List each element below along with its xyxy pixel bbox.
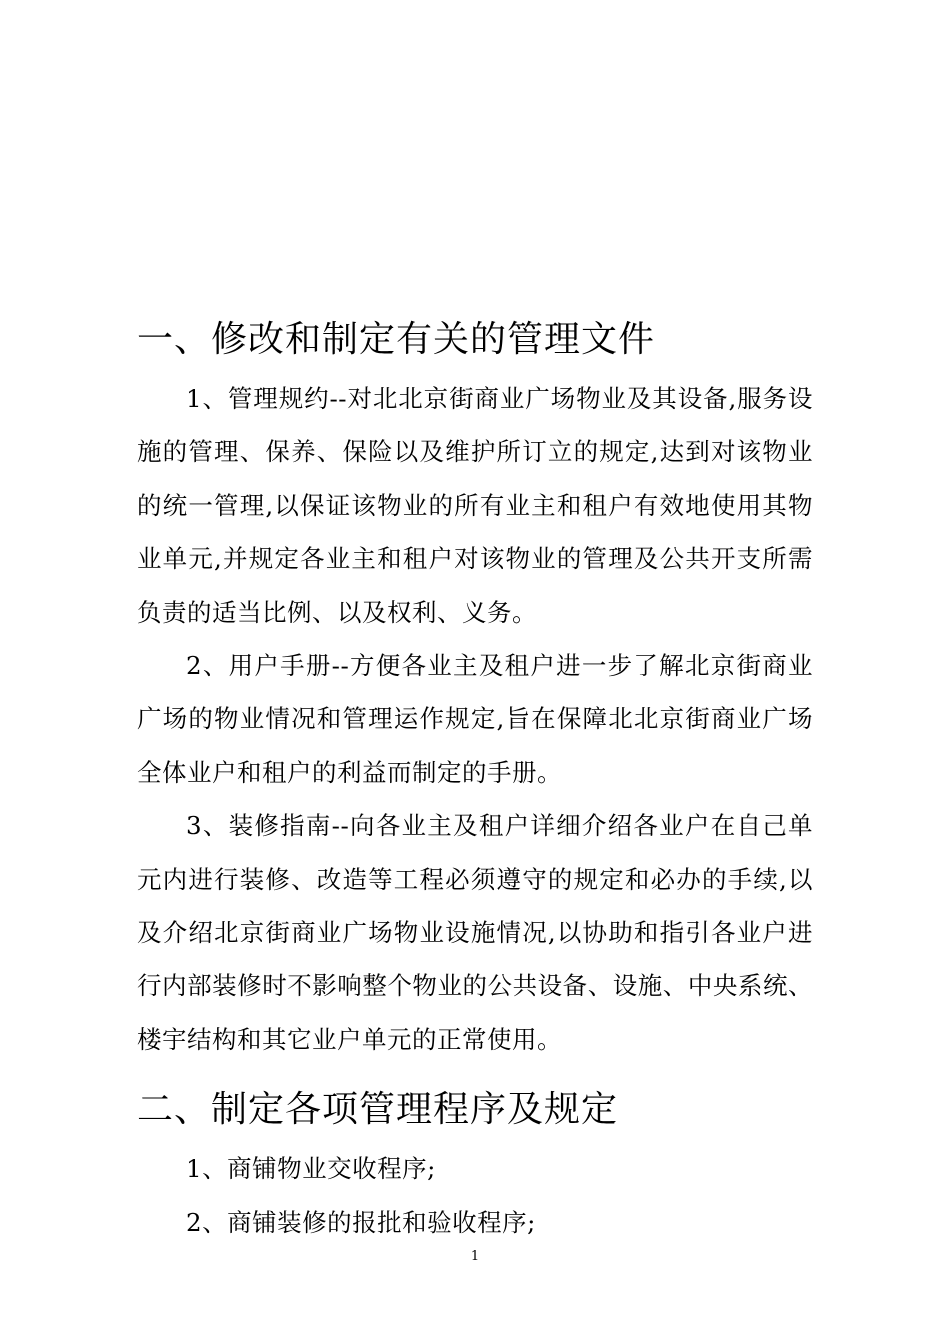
section-2-heading: 二、制定各项管理程序及规定 — [137, 1089, 619, 1131]
section-1-heading: 一、修改和制定有关的管理文件 — [137, 319, 656, 360]
page-content — [137, 314, 813, 1249]
section-1-paragraph-3: 3、装修指南--向各业主及租户详细介绍各业户在自己单元内进行装修、改造等工程必须遵守的规定和必办的手续,以及介绍北京街商业广场物业设施情况,以协助和指引各业户进行内部装修时不影响整个物业的公共设备、设施、中央系统、楼宇结构和其它业户单元的正常使用。 — [137, 811, 813, 1054]
section-1-paragraph-1: 1、管理规约--对北北京街商业广场物业及其设备,服务设施的管理、保养、保险以及维护所订立的规定,达到对该物业的统一管理,以保证该物业的所有业主和租户有效地使用其物业单元,并规定各业主和租户对该物业的管理及公共开支所需负责的适当比例、以及权利、义务。 — [137, 384, 813, 627]
section-2-item-2: 2、商铺装修的报批和验收程序; — [186, 1207, 536, 1237]
page-number: 1 — [470, 1249, 480, 1264]
section-2-item-1: 1、商铺物业交收程序; — [186, 1154, 436, 1184]
section-1-paragraph-2: 2、用户手册--方便各业主及租户进一步了解北京街商业广场的物业情况和管理运作规定,旨在保障北北京街商业广场全体业户和租户的利益而制定的手册。 — [137, 651, 813, 787]
